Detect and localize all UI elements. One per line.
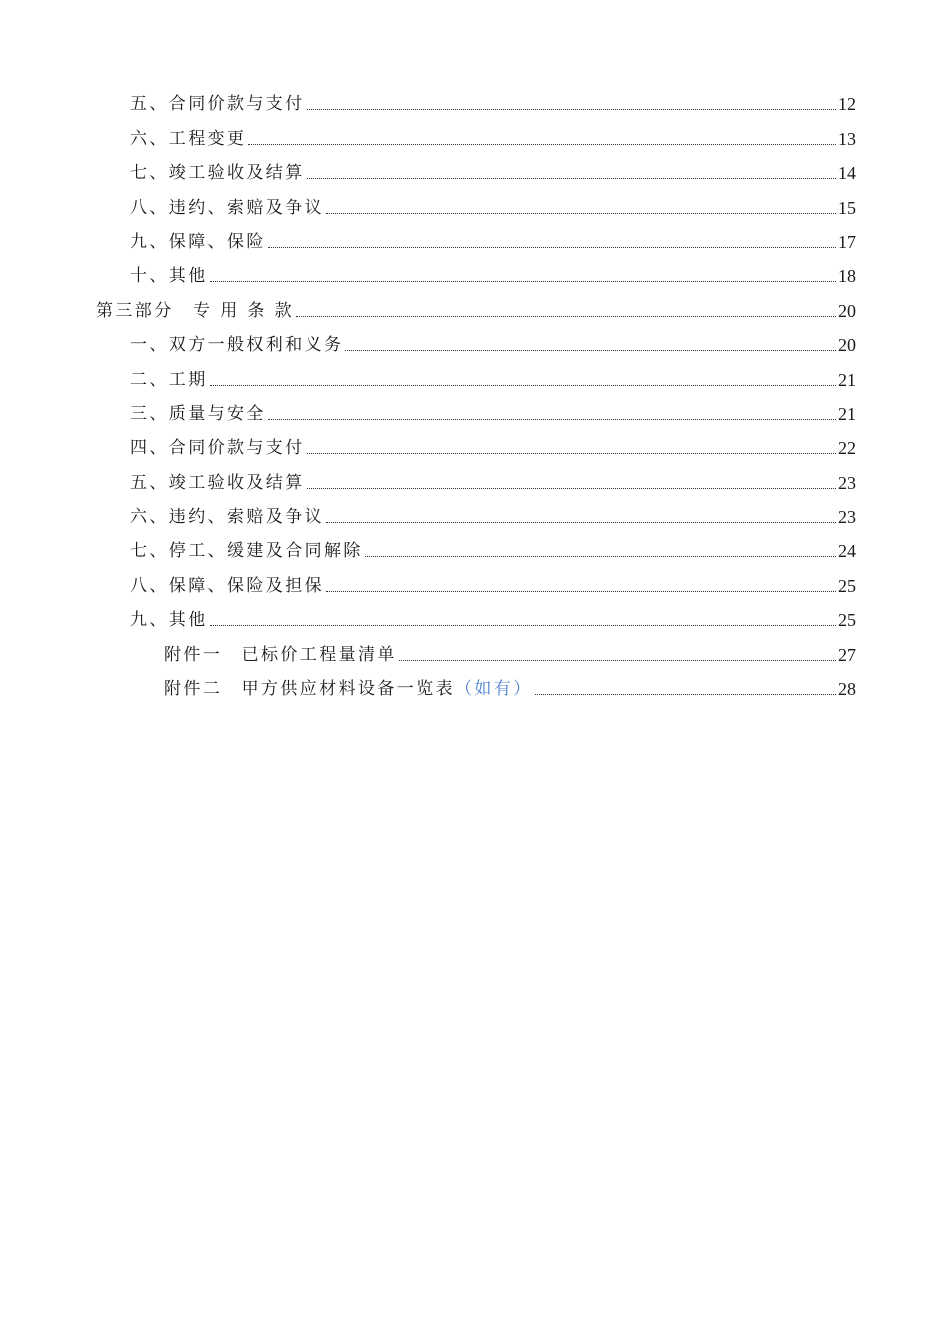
toc-entry-title xyxy=(130,436,305,460)
toc-entry-note: （如有） xyxy=(455,679,533,700)
toc-entry-title xyxy=(130,196,324,220)
toc-entry[interactable] xyxy=(96,667,856,701)
toc-entry-title-text: 九、保障、保险 xyxy=(130,231,266,252)
toc-entry-title-text: 四、合同价款与支付 xyxy=(130,438,305,459)
toc-entry-title-text: 十、其他 xyxy=(130,266,208,287)
toc-entry-title xyxy=(130,230,266,254)
toc-entry-page-number: 25 xyxy=(838,610,856,631)
toc-entry[interactable] xyxy=(96,392,856,426)
toc-entry-title-text: 六、工程变更 xyxy=(130,128,247,149)
toc-entry-page-number: 27 xyxy=(838,644,856,665)
toc-entry-title-text: 五、合同价款与支付 xyxy=(130,94,305,115)
toc-leader-dots xyxy=(307,177,836,179)
toc-entry[interactable] xyxy=(96,185,856,219)
toc-leader-dots xyxy=(326,212,836,214)
toc-entry[interactable] xyxy=(96,598,856,632)
toc-entry-title xyxy=(130,574,324,598)
toc-entry-title xyxy=(130,402,266,426)
toc-entry[interactable] xyxy=(96,220,856,254)
toc-entry-title xyxy=(130,333,343,357)
toc-entry-page-number: 20 xyxy=(838,335,856,356)
toc-entry[interactable] xyxy=(96,357,856,391)
toc-entry[interactable] xyxy=(96,563,856,597)
toc-entry[interactable] xyxy=(96,529,856,563)
toc-leader-dots xyxy=(210,384,836,386)
toc-leader-dots xyxy=(345,349,836,351)
toc-entry[interactable] xyxy=(96,495,856,529)
toc-entry-page-number: 24 xyxy=(838,541,856,562)
toc-leader-dots xyxy=(268,418,836,420)
toc-leader-dots xyxy=(210,624,836,626)
toc-entry-title-text: 二、工期 xyxy=(130,369,208,390)
toc-entry-page-number: 22 xyxy=(838,438,856,459)
toc-entry[interactable] xyxy=(96,82,856,116)
toc-leader-dots xyxy=(326,590,836,592)
toc-entry-page-number: 15 xyxy=(838,197,856,218)
toc-leader-dots xyxy=(365,555,836,557)
toc-entry-title xyxy=(130,92,305,116)
toc-leader-dots xyxy=(307,452,836,454)
toc-entry-title-text: 第三部分 专 用 条 款 xyxy=(96,300,295,321)
toc-leader-dots xyxy=(326,521,836,523)
toc-entry-title-text: 九、其他 xyxy=(130,610,208,631)
toc-entry-page-number: 18 xyxy=(838,266,856,287)
toc-entry-title-text: 八、保障、保险及担保 xyxy=(130,575,324,596)
toc-entry[interactable] xyxy=(96,116,856,150)
toc-entry-page-number: 25 xyxy=(838,575,856,596)
toc-entry[interactable] xyxy=(96,632,856,666)
toc-leader-dots xyxy=(268,246,836,248)
toc-entry-title-text: 七、停工、缓建及合同解除 xyxy=(130,541,363,562)
toc-entry-page-number: 23 xyxy=(838,507,856,528)
toc-entry-page-number: 23 xyxy=(838,472,856,493)
toc-entry[interactable] xyxy=(96,151,856,185)
toc-entry-title xyxy=(164,643,397,667)
toc-leader-dots xyxy=(307,487,836,489)
toc-entry-title xyxy=(130,505,324,529)
toc-entry[interactable] xyxy=(96,426,856,460)
toc-entry-page-number: 14 xyxy=(838,163,856,184)
toc-entry-title-text: 附件一 已标价工程量清单 xyxy=(164,644,397,665)
toc-entry-title xyxy=(164,677,533,701)
toc-entry-page-number: 13 xyxy=(838,128,856,149)
toc-leader-dots xyxy=(399,659,836,661)
toc-entry-title-text: 一、双方一般权利和义务 xyxy=(130,335,344,356)
toc-entry-title xyxy=(96,299,294,323)
toc-entry-title-text: 五、竣工验收及结算 xyxy=(130,472,305,493)
toc-entry-title xyxy=(130,608,208,632)
toc-entry-title xyxy=(130,127,246,151)
toc-entry-title xyxy=(130,471,305,495)
toc-leader-dots xyxy=(296,315,836,317)
toc-leader-dots xyxy=(248,143,836,145)
toc-entry-title xyxy=(130,539,363,563)
toc-entry-title-text: 三、质量与安全 xyxy=(130,403,266,424)
toc-entry-title xyxy=(130,368,208,392)
toc-entry[interactable] xyxy=(96,254,856,288)
toc-entry[interactable] xyxy=(96,323,856,357)
toc-leader-dots xyxy=(210,280,836,282)
toc-entry-page-number: 21 xyxy=(838,369,856,390)
toc-entry-page-number: 12 xyxy=(838,94,856,115)
toc-entry-page-number: 17 xyxy=(838,231,856,252)
toc-entry-title-text: 七、竣工验收及结算 xyxy=(130,163,305,184)
toc-leader-dots xyxy=(535,693,836,695)
toc-entry-title-text: 八、违约、索赔及争议 xyxy=(130,197,324,218)
toc-entry-title xyxy=(130,161,305,185)
toc-entry[interactable] xyxy=(96,288,856,322)
toc-entry-title-text: 六、违约、索赔及争议 xyxy=(130,507,324,528)
toc-entry[interactable] xyxy=(96,460,856,494)
toc-entry-title-text: 附件二 甲方供应材料设备一览表 xyxy=(164,679,455,700)
toc-entry-page-number: 20 xyxy=(838,300,856,321)
toc-leader-dots xyxy=(307,108,836,110)
toc-entry-title xyxy=(130,264,208,288)
table-of-contents xyxy=(96,82,856,701)
toc-entry-page-number: 21 xyxy=(838,403,856,424)
toc-entry-page-number: 28 xyxy=(838,679,856,700)
